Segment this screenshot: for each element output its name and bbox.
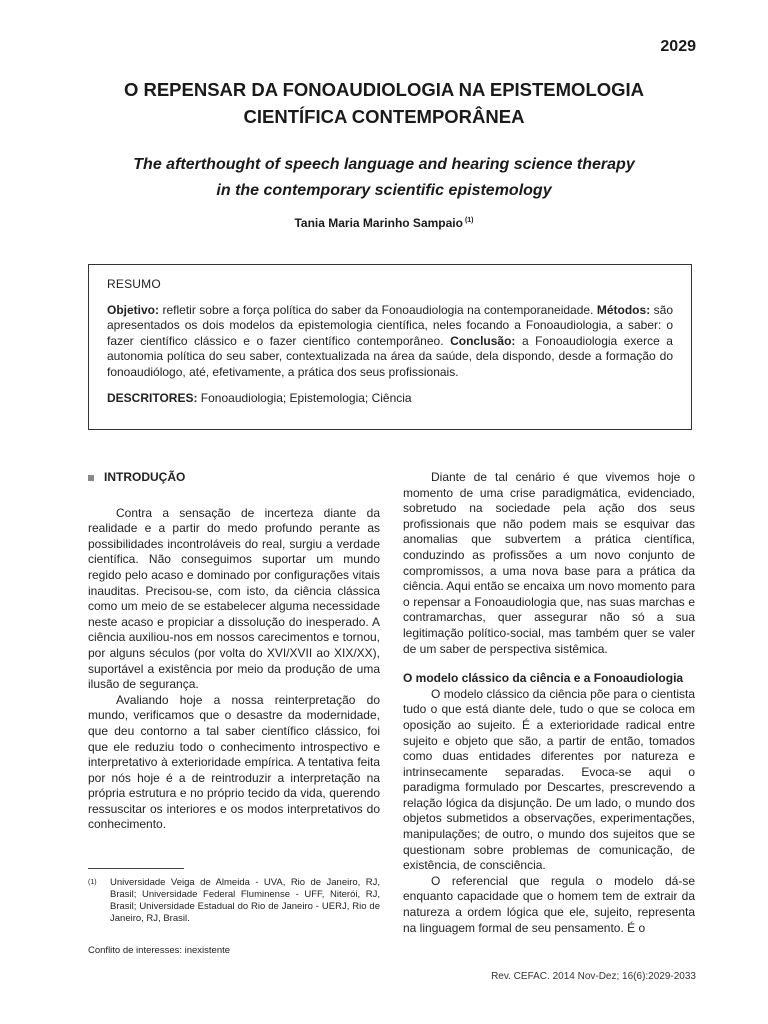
author-name: Tania Maria Marinho Sampaio xyxy=(294,216,463,230)
metodos-text: são apresentados os dois modelos da epistemologia científica, neles focando a Fonoaudiologia, a saber: o fazer científico clássico e o fazer científico contemporâneo. xyxy=(107,302,673,348)
right-paragraph-3: O referencial que regula o modelo dá-se enquanto capacidade que o homem tem de extrair da natureza a ordem lógica que ele, sujeito, representa na linguagem formal de seu pensamento. É o xyxy=(403,873,695,935)
abstract-box xyxy=(88,264,692,430)
title-line-2: CIENTÍFICA CONTEMPORÂNEA xyxy=(243,106,525,127)
english-title-line-2: in the contemporary scientific epistemology xyxy=(216,182,552,199)
author-line xyxy=(40,216,728,230)
descritores-label: DESCRITORES: xyxy=(107,390,198,405)
descritores-text: Fonoaudiologia; Epistemologia; Ciência xyxy=(197,390,412,405)
english-title xyxy=(40,152,728,204)
abstract-heading: RESUMO xyxy=(107,277,161,291)
footnote-text: Universidade Veiga de Almeida - UVA, Rio de Janeiro, RJ, Brasil; Universidade Federal Fluminense - UFF, Niterói, RJ, Brasil; Universidade Estadual do Rio de Janeiro - UERJ, Rio de Janeiro, RJ, Brasil. xyxy=(110,877,380,924)
english-title-line-1: The afterthought of speech language and hearing science therapy xyxy=(133,156,635,173)
left-column xyxy=(88,470,380,833)
conflict-of-interest: Conflito de interesses: inexistente xyxy=(88,945,231,956)
affiliation-footnote xyxy=(88,877,380,925)
intro-paragraph-2: Avaliando hoje a nossa reinterpretação do mundo, verificamos que o desastre da modernidade, que deu contorno a tal saber científico clássico, foi que ele reduziu todo o conhecimento introspectivo e interpretativo à exterioridade empírica. A tentativa feita por nós hoje é a de reintroduzir a interpretação na própria estrutura e no próprio tecido da vida, querendo ressuscitar os interiores e os modos interpretativos do conhecimento. xyxy=(88,692,380,832)
objetivo-text: refletir sobre a força política do saber da Fonoaudiologia na contemporaneidade. xyxy=(159,302,597,317)
section-heading-introducao xyxy=(88,470,380,486)
author-affiliation-marker: (1) xyxy=(464,217,474,224)
right-paragraph-1: Diante de tal cenário é que vivemos hoje o momento de uma crise paradigmática, evidenciado, sobretudo na sociedade pela ação dos seus profissionais que não podem mais se esquivar das anomalias que subvertem a prática científica, conduzindo as profissões a um novo conjunto de compromissos, a uma nova base para a prática da ciência. Aqui então se encaixa um novo momento para o repensar a Fonoaudiologia que, nas suas marchas e contramarchas, quer assegurar não só a sua legitimação político-social, mas também quer se valer de um saber de perspectiva sistêmica. xyxy=(403,470,695,656)
subsection-heading: O modelo clássico da ciência e a Fonoaudiologia xyxy=(403,671,684,686)
right-paragraph-2: O modelo clássico da ciência põe para o cientista tudo o que está diante dele, tudo o que se coloca em oposição ao sujeito. É a exterioridade radical entre sujeito e objeto que são, a partir de então, tomados como duas entidades diferentes por natureza e intrinsecamente separadas. Evoca-se aqui o paradigma formulado por Descartes, prescrevendo a relação lógica da disjunção. De um lado, o mundo dos objetos submetidos a observações, experimentações, manipulações; de outro, o mundo dos sujeitos que se questionam sobre problemas de comunicação, de existência, de consciência. xyxy=(403,686,695,873)
abstract-text xyxy=(107,303,673,381)
section-heading-label: INTRODUÇÃO xyxy=(104,470,186,484)
page-number: 2029 xyxy=(660,38,696,55)
footnote-marker: (1) xyxy=(88,879,97,886)
metodos-label: Métodos: xyxy=(596,302,651,317)
descriptors xyxy=(107,391,673,407)
journal-citation: Rev. CEFAC. 2014 Nov-Dez; 16(6):2029-2033 xyxy=(491,971,696,982)
conclusao-label: Conclusão: xyxy=(450,333,516,348)
objetivo-label: Objetivo: xyxy=(107,302,160,317)
article-title xyxy=(40,76,728,130)
footnote-divider xyxy=(88,868,184,869)
right-column xyxy=(403,470,695,936)
square-bullet-icon xyxy=(88,475,94,481)
title-line-1: O REPENSAR DA FONOAUDIOLOGIA NA EPISTEMOLOGIA xyxy=(123,79,645,100)
intro-paragraph-1: Contra a sensação de incerteza diante da realidade e a partir do medo profundo perante as possibilidades incontroláveis do real, surgiu a verdade científica. Não conseguimos suportar um mundo regido pelo acaso e dominado por configurações vitais inauditas. Precisou-se, com isto, da ciência clássica como um meio de se estabelecer alguma necessidade neste acaso e propiciar a dissolução do inesperado. A ciência auxiliou-nos em nossos carecimentos e tornou, por alguns séculos (por volta do XVI/XVII ao XIX/XX), suportável a existência por meio da produção de uma ilusão de segurança. xyxy=(88,505,380,692)
conclusao-text: a Fonoaudiologia exerce a autonomia política do seu saber, contextualizada na área da saúde, dela dispondo, desde a formação do fonoaudiólogo, até, efetivamente, a prática dos seus profissionais. xyxy=(107,333,673,379)
